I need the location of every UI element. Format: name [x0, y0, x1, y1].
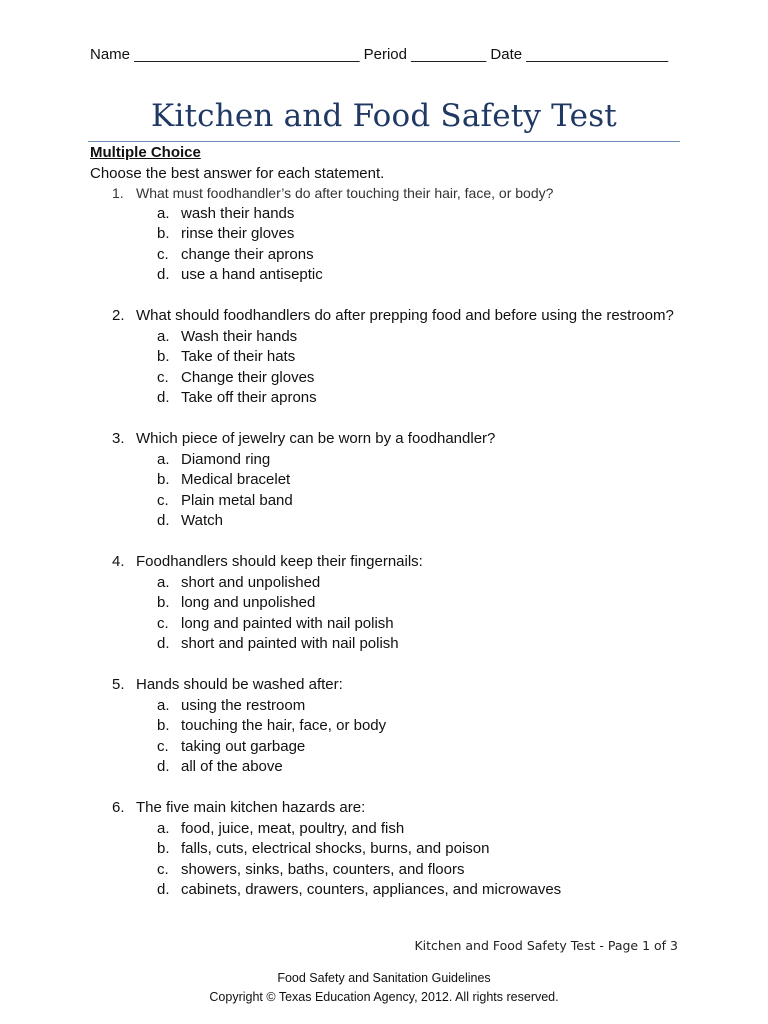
- option-text: Watch: [181, 512, 223, 530]
- name-blank: ___________________________: [134, 46, 360, 63]
- answer-option: [112, 757, 712, 778]
- date-blank: _________________: [526, 46, 669, 63]
- answer-option: [112, 388, 712, 409]
- answer-option: [112, 470, 712, 491]
- answer-option: [112, 450, 712, 471]
- option-letter: c.: [157, 368, 169, 386]
- option-text: rinse their gloves: [181, 225, 295, 243]
- option-letter: b.: [157, 717, 170, 735]
- question-stem: [112, 429, 712, 450]
- answer-option: [112, 368, 712, 389]
- option-text: using the restroom: [181, 696, 306, 714]
- answer-option: [112, 491, 712, 512]
- option-text: Change their gloves: [181, 368, 315, 386]
- option-letter: d.: [157, 635, 170, 653]
- option-text: taking out garbage: [181, 737, 306, 755]
- option-text: long and painted with nail polish: [181, 614, 394, 632]
- option-text: short and painted with nail polish: [181, 635, 399, 653]
- question-5: [112, 675, 712, 778]
- option-text: touching the hair, face, or body: [181, 717, 387, 735]
- option-text: Diamond ring: [181, 450, 271, 468]
- option-text: wash their hands: [181, 204, 295, 222]
- option-text: falls, cuts, electrical shocks, burns, and poison: [181, 840, 490, 858]
- question-number: 5.: [112, 676, 125, 693]
- answer-option: [112, 860, 712, 881]
- option-text: food, juice, meat, poultry, and fish: [181, 819, 405, 837]
- option-letter: d.: [157, 389, 170, 407]
- answer-option: [112, 737, 712, 758]
- option-letter: d.: [157, 512, 170, 530]
- answer-option: [112, 819, 712, 840]
- answer-option: [112, 716, 712, 737]
- option-letter: a.: [157, 696, 170, 714]
- answer-option: [112, 204, 712, 225]
- option-text: Medical bracelet: [181, 471, 291, 489]
- footer-copyright: Copyright © Texas Education Agency, 2012. All rights reserved.: [209, 990, 559, 1004]
- option-letter: b.: [157, 471, 170, 489]
- question-number: 3.: [112, 430, 125, 447]
- question-text: Which piece of jewelry can be worn by a foodhandler?: [136, 430, 496, 447]
- answer-option: [112, 880, 712, 901]
- footer-guidelines: Food Safety and Sanitation Guidelines: [277, 971, 491, 985]
- date-label: Date: [490, 46, 523, 63]
- option-text: Wash their hands: [181, 327, 298, 345]
- question-text: What should foodhandlers do after prepping food and before using the restroom?: [136, 307, 674, 324]
- option-text: all of the above: [181, 758, 283, 776]
- page-title: Kitchen and Food Safety Test: [151, 98, 617, 134]
- question-text: Hands should be washed after:: [136, 676, 343, 693]
- page-number: Kitchen and Food Safety Test - Page 1 of 3: [414, 938, 678, 953]
- answer-option: [112, 593, 712, 614]
- name-label: Name: [90, 46, 131, 63]
- footer: [0, 969, 768, 1007]
- answer-option: [112, 245, 712, 266]
- question-text: The five main kitchen hazards are:: [136, 799, 366, 816]
- option-letter: d.: [157, 266, 170, 284]
- answer-option: [112, 327, 712, 348]
- answer-option: [112, 347, 712, 368]
- period-label: Period: [363, 46, 407, 63]
- option-letter: a.: [157, 327, 170, 345]
- student-info-line: [90, 46, 668, 63]
- question-2: [112, 306, 712, 409]
- option-text: long and unpolished: [181, 594, 316, 612]
- option-letter: b.: [157, 840, 170, 858]
- title-divider: [88, 141, 680, 142]
- instructions-text: Choose the best answer for each statement.: [90, 165, 385, 182]
- question-stem: [112, 306, 712, 327]
- question-number: 1.: [112, 185, 124, 201]
- answer-option: [112, 839, 712, 860]
- option-letter: b.: [157, 348, 170, 366]
- option-letter: c.: [157, 614, 169, 632]
- question-stem: [112, 552, 712, 573]
- question-number: 6.: [112, 799, 125, 816]
- answer-option: [112, 224, 712, 245]
- option-letter: a.: [157, 819, 170, 837]
- option-letter: c.: [157, 491, 169, 509]
- option-letter: b.: [157, 225, 170, 243]
- option-text: cabinets, drawers, counters, appliances, and microwaves: [181, 881, 562, 899]
- option-letter: a.: [157, 573, 170, 591]
- question-text: What must foodhandler’s do after touching their hair, face, or body?: [136, 185, 554, 201]
- question-4: [112, 552, 712, 655]
- question-number: 4.: [112, 553, 125, 570]
- answer-option: [112, 696, 712, 717]
- question-6: [112, 798, 712, 901]
- option-text: short and unpolished: [181, 573, 321, 591]
- question-stem: [112, 675, 712, 696]
- option-letter: a.: [157, 204, 170, 222]
- option-text: use a hand antiseptic: [181, 266, 323, 284]
- option-letter: a.: [157, 450, 170, 468]
- option-text: Take off their aprons: [181, 389, 317, 407]
- option-text: Take of their hats: [181, 348, 296, 366]
- answer-option: [112, 614, 712, 635]
- option-text: showers, sinks, baths, counters, and floors: [181, 860, 465, 878]
- answer-option: [112, 573, 712, 594]
- question-stem: [112, 183, 712, 204]
- answer-option: [112, 265, 712, 286]
- answer-option: [112, 511, 712, 532]
- option-letter: c.: [157, 860, 169, 878]
- answer-option: [112, 634, 712, 655]
- option-letter: d.: [157, 881, 170, 899]
- section-heading: Multiple Choice: [90, 144, 201, 161]
- question-stem: [112, 798, 712, 819]
- option-letter: c.: [157, 245, 169, 263]
- question-3: [112, 429, 712, 532]
- option-text: Plain metal band: [181, 491, 293, 509]
- option-letter: d.: [157, 758, 170, 776]
- question-1: [112, 183, 712, 286]
- question-text: Foodhandlers should keep their fingernails:: [136, 553, 423, 570]
- option-text: change their aprons: [181, 245, 314, 263]
- question-number: 2.: [112, 307, 125, 324]
- option-letter: c.: [157, 737, 169, 755]
- period-blank: _________: [411, 46, 487, 63]
- option-letter: b.: [157, 594, 170, 612]
